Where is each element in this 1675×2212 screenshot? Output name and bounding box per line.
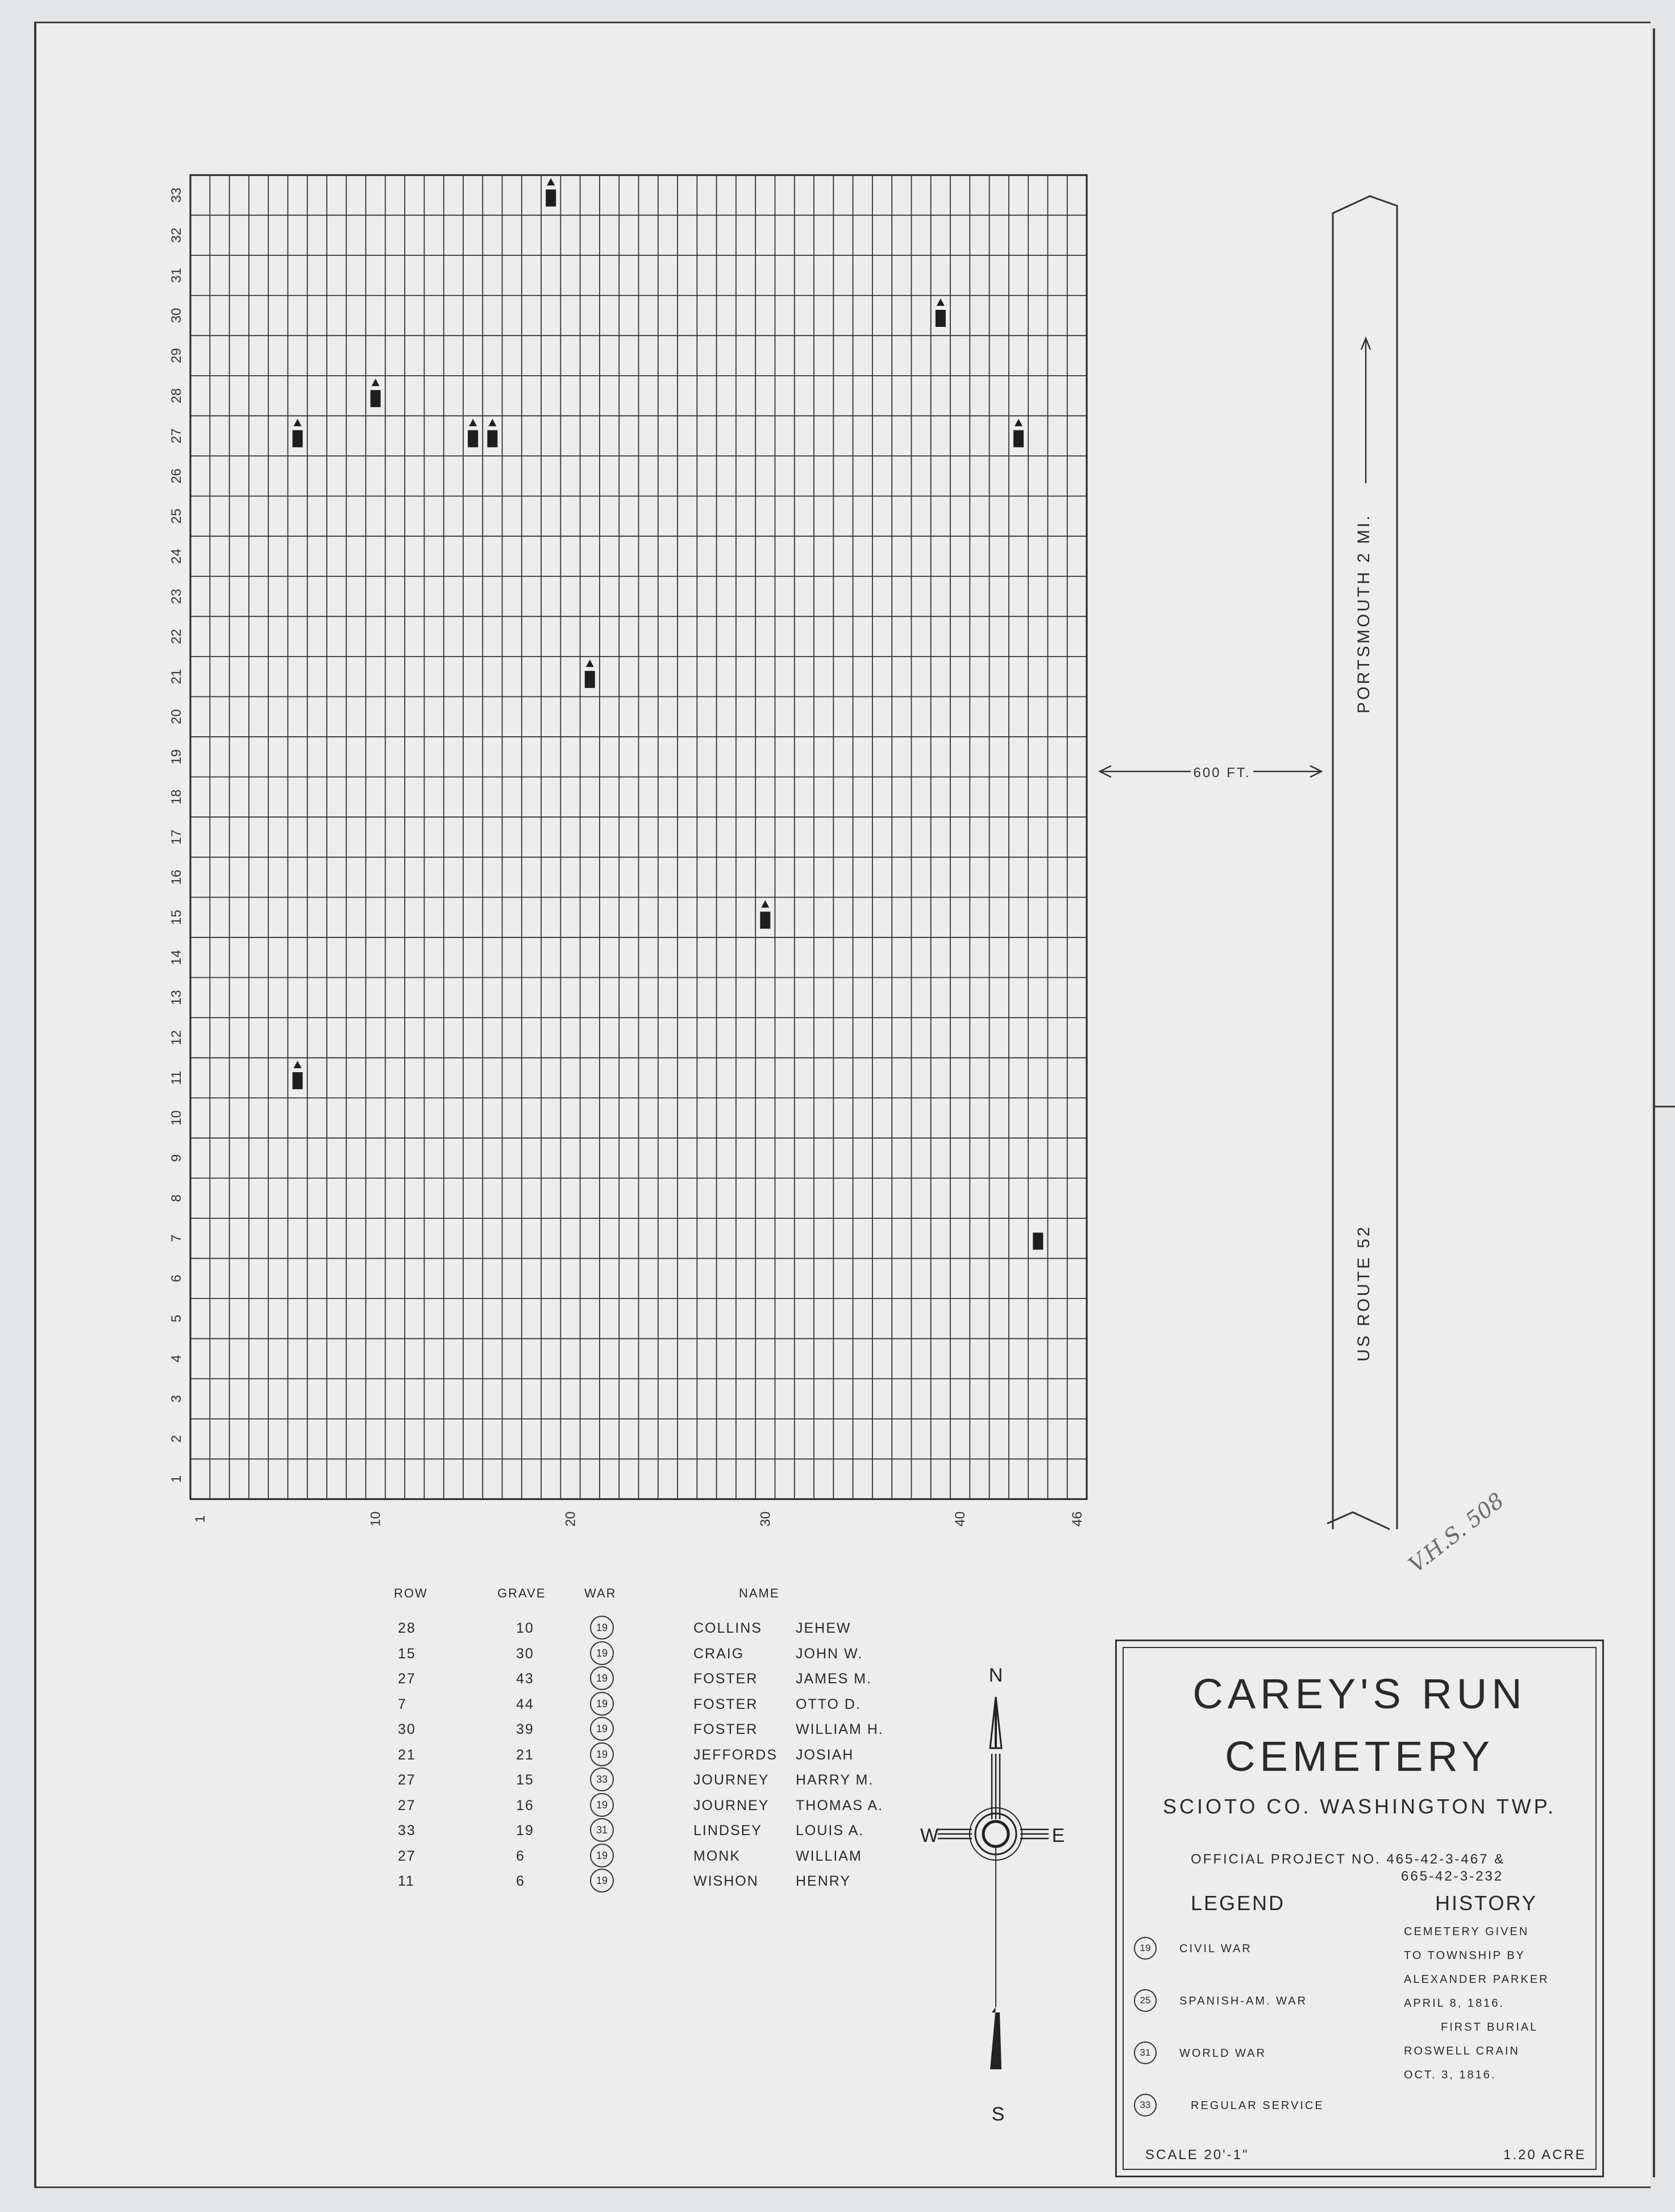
row-number-label: 19 [169, 749, 184, 765]
row-number-label: 23 [169, 588, 184, 604]
scale-label: SCALE 20'-1" [1145, 2147, 1249, 2163]
header-row: ROW [394, 1586, 428, 1600]
grave-marker [585, 659, 595, 688]
history-line: CEMETERY GIVEN [1404, 1925, 1529, 1938]
burial-last-name: COLLINS [693, 1620, 762, 1636]
war-code-circle: 19 [590, 1641, 614, 1665]
grave-number-label: 1 [193, 1515, 209, 1523]
row-number-label: 27 [169, 428, 184, 444]
row-number-label: 13 [169, 990, 184, 1006]
grave-number-label: 46 [1069, 1511, 1085, 1527]
legend-label: SPANISH-AM. WAR [1179, 1995, 1308, 2007]
row-number-label: 4 [169, 1355, 184, 1363]
row-number-label: 18 [169, 789, 184, 805]
row-number-label: 7 [169, 1234, 184, 1242]
war-code-circle: 19 [590, 1616, 614, 1640]
title-block [1115, 1640, 1604, 2177]
title-line-1: CAREY'S RUN [1192, 1670, 1527, 1717]
title-line-2: CEMETERY [1225, 1733, 1494, 1780]
burial-row: 11 [398, 1873, 415, 1889]
war-code-circle: 19 [590, 1869, 614, 1893]
grave-marker [293, 419, 303, 447]
row-number-label: 28 [169, 388, 184, 404]
burial-row: 33 [398, 1823, 416, 1839]
history-line: TO TOWNSHIP BY [1404, 1949, 1526, 1962]
burial-last-name: WISHON [693, 1873, 759, 1889]
row-number-label: 6 [169, 1275, 184, 1283]
county-township: SCIOTO CO. WASHINGTON TWP. [1162, 1795, 1557, 1818]
grave-marker [1033, 1232, 1043, 1250]
legend-code-circle: 31 [1134, 2041, 1157, 2064]
legend-label: CIVIL WAR [1179, 1943, 1252, 1955]
history-line: ROSWELL CRAIN [1404, 2045, 1520, 2057]
row-number-label: 8 [169, 1194, 184, 1202]
portsmouth-direction-label: PORTSMOUTH 2 MI. [1354, 513, 1373, 713]
route-number-label: US ROUTE 52 [1354, 1225, 1373, 1362]
burial-row: 27 [398, 1671, 416, 1687]
burial-last-name: MONK [693, 1848, 741, 1864]
history-line: APRIL 8, 1816. [1404, 1997, 1504, 2010]
row-number-label: 1 [169, 1475, 184, 1483]
grave-marker [293, 1061, 303, 1089]
row-number-label: 26 [169, 468, 184, 484]
history-title: HISTORY [1435, 1891, 1537, 1915]
grave-marker [487, 419, 497, 447]
legend-code-circle: 25 [1134, 1989, 1157, 2012]
row-number-label: 24 [169, 549, 184, 564]
header-name: NAME [739, 1586, 780, 1600]
burial-row: 15 [398, 1645, 416, 1662]
burial-grave: 10 [516, 1620, 534, 1636]
burial-first-name: LOUIS A. [796, 1823, 864, 1839]
burial-last-name: FOSTER [693, 1696, 758, 1712]
burial-grave: 43 [516, 1671, 534, 1687]
burial-first-name: JAMES M. [796, 1671, 872, 1687]
history-line: ALEXANDER PARKER [1404, 1973, 1549, 1986]
area-label: 1.20 ACRE [1503, 2147, 1586, 2163]
burial-row: 27 [398, 1797, 416, 1813]
row-number-label: 30 [169, 308, 184, 323]
grave-marker [760, 900, 770, 929]
row-number-label: 12 [169, 1030, 184, 1045]
burial-last-name: JEFFORDS [693, 1746, 778, 1763]
row-number-label: 32 [169, 227, 184, 243]
burial-grave: 15 [516, 1772, 534, 1788]
burial-row: 27 [398, 1848, 416, 1864]
war-code-circle: 19 [590, 1793, 614, 1817]
grave-marker [546, 178, 556, 206]
header-grave: GRAVE [497, 1586, 546, 1600]
war-code-circle: 19 [590, 1692, 614, 1716]
burial-last-name: CRAIG [693, 1645, 745, 1662]
compass-rose [920, 1665, 1065, 2125]
project-number: OFFICIAL PROJECT NO. 465-42-3-467 & [1191, 1852, 1506, 1867]
row-number-label: 3 [169, 1395, 184, 1403]
compass-west: W [920, 1825, 939, 1846]
burial-last-name: JOURNEY [693, 1797, 770, 1813]
grave-number-label: 10 [368, 1511, 384, 1527]
burial-first-name: WILLIAM [796, 1848, 862, 1864]
row-number-label: 14 [169, 949, 184, 965]
legend-code-circle: 33 [1134, 2094, 1157, 2116]
burial-row: 30 [398, 1721, 416, 1737]
burial-first-name: JEHEW [796, 1620, 851, 1636]
burial-grave: 16 [516, 1797, 534, 1813]
row-number-labels [169, 188, 184, 1483]
burial-last-name: FOSTER [693, 1721, 758, 1737]
legend-label: REGULAR SERVICE [1191, 2099, 1324, 2112]
row-number-label: 22 [169, 629, 184, 644]
war-code-circle: 19 [590, 1717, 614, 1741]
burial-first-name: WILLIAM H. [796, 1721, 884, 1737]
row-number-label: 33 [169, 187, 184, 203]
grave-number-label: 20 [563, 1511, 579, 1527]
burial-grave: 39 [516, 1721, 534, 1737]
grave-number-label: 40 [953, 1511, 969, 1527]
war-code-circle: 31 [590, 1818, 614, 1842]
burial-first-name: HARRY M. [796, 1772, 874, 1788]
burial-first-name: OTTO D. [796, 1696, 861, 1712]
legend-label: WORLD WAR [1179, 2047, 1266, 2060]
burial-grave: 6 [516, 1873, 525, 1889]
row-number-label: 9 [169, 1154, 184, 1162]
grave-marker [468, 419, 478, 447]
row-number-label: 25 [169, 508, 184, 524]
war-code-circle: 19 [590, 1666, 614, 1690]
row-number-label: 20 [169, 709, 184, 725]
legend-code-circle: 19 [1134, 1937, 1157, 1960]
compass-east: E [1051, 1825, 1065, 1846]
burial-first-name: HENRY [796, 1873, 851, 1889]
grave-marker [1013, 419, 1024, 447]
compass-north: N [988, 1665, 1003, 1686]
burial-grave: 30 [516, 1645, 534, 1662]
burial-first-name: JOHN W. [796, 1645, 863, 1662]
row-number-label: 5 [169, 1314, 184, 1323]
grave-number-labels [193, 1512, 1085, 1527]
row-number-label: 2 [169, 1435, 184, 1443]
row-number-label: 16 [169, 869, 184, 885]
legend-title: LEGEND [1191, 1891, 1286, 1915]
burial-row: 7 [398, 1696, 407, 1712]
grave-marker [371, 379, 381, 407]
war-code-circle: 19 [590, 1742, 614, 1766]
burial-last-name: FOSTER [693, 1671, 758, 1687]
war-code-circle: 33 [590, 1767, 614, 1791]
burial-row: 28 [398, 1620, 416, 1636]
war-code-circle: 19 [590, 1844, 614, 1867]
row-number-label: 21 [169, 669, 184, 684]
burial-last-name: LINDSEY [693, 1823, 762, 1839]
road-labels [1327, 199, 1395, 1529]
grave-number-label: 30 [758, 1511, 774, 1527]
burial-grave: 21 [516, 1746, 534, 1763]
row-number-label: 11 [169, 1070, 184, 1085]
row-number-label: 29 [169, 348, 184, 363]
history-line: FIRST BURIAL [1441, 2021, 1539, 2033]
distance-label: 600 FT. [1193, 765, 1251, 781]
burial-grave: 44 [516, 1696, 534, 1712]
burial-grave: 19 [516, 1823, 534, 1839]
row-number-label: 17 [169, 829, 184, 845]
burial-last-name: JOURNEY [693, 1772, 770, 1788]
handwritten-note: V.H.S. 508 [1404, 1488, 1509, 1578]
burial-first-name: JOSIAH [796, 1746, 854, 1763]
burial-grave: 6 [516, 1848, 525, 1864]
row-number-label: 31 [169, 268, 184, 283]
distance-arrow [1100, 765, 1321, 781]
project-number-2: 665-42-3-232 [1401, 1869, 1504, 1884]
burial-row: 21 [398, 1746, 416, 1763]
grave-marker [936, 298, 946, 327]
burial-first-name: THOMAS A. [796, 1797, 884, 1813]
plot-grid [190, 175, 1087, 1499]
history-line: OCT. 3, 1816. [1404, 2069, 1497, 2081]
row-number-label: 10 [169, 1110, 184, 1126]
burial-row: 27 [398, 1772, 416, 1788]
header-war: WAR [584, 1586, 617, 1600]
compass-south: S [991, 2103, 1005, 2125]
row-number-label: 15 [169, 910, 184, 926]
